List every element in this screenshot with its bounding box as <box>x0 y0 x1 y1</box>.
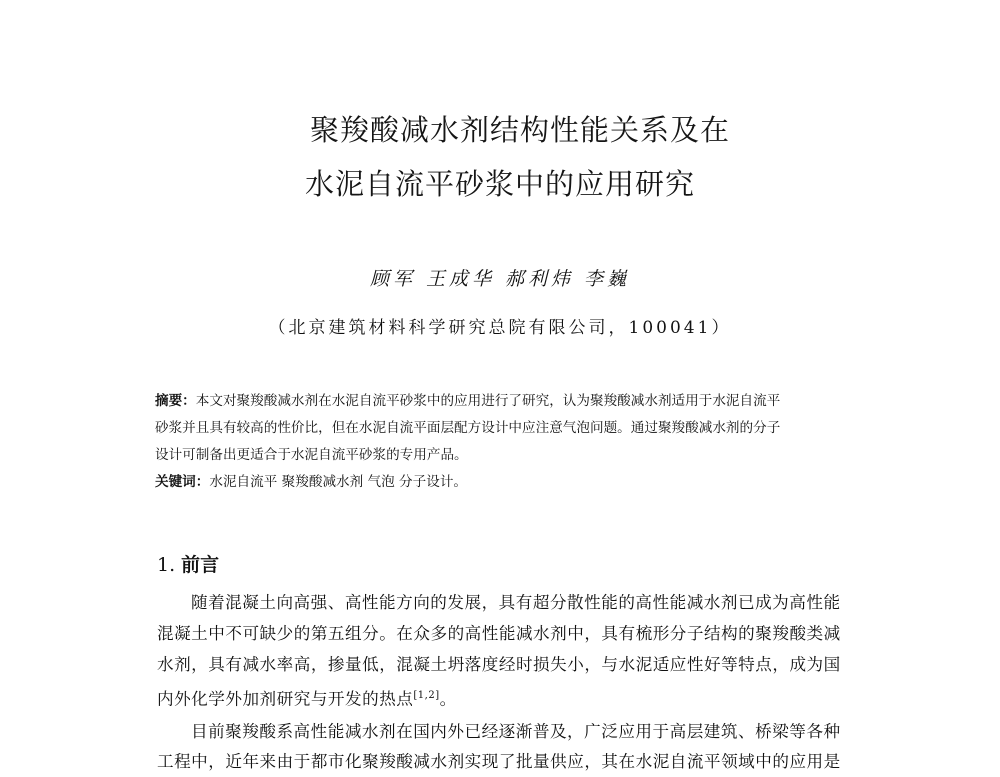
citation: [1,2] <box>413 690 440 701</box>
abstract-line-3: 设计可制备出更适合于水泥自流平砂浆的专用产品。 <box>155 447 468 463</box>
keywords-line <box>155 469 855 496</box>
paragraph1-line-2: 混凝土中不可缺少的第五组分。在众多的高性能减水剂中，具有梳形分子结构的聚羧酸类减 <box>157 624 841 643</box>
affiliation: （北京建筑材料科学研究总院有限公司，100041） <box>268 318 732 338</box>
paper-title-line-1: 聚羧酸减水剂结构性能关系及在 <box>309 113 730 147</box>
keywords-text: 水泥自流平 聚羧酸减水剂 气泡 分子设计。 <box>209 474 468 490</box>
abstract-line-2: 砂浆并且具有较高的性价比，但在水泥自流平面层配方设计中应注意气泡问题。通过聚羧酸减水剂的分子 <box>155 420 781 436</box>
section-heading <box>157 550 219 577</box>
section-number: 1. <box>157 554 182 576</box>
keywords-label: 关键词： <box>155 474 210 490</box>
abstract-label: 摘要： <box>155 393 196 409</box>
paragraph2-line-2: 工程中，近年来由于都市化聚羧酸减水剂实现了批量供应，其在水泥自流平领域中的应用是 <box>157 752 841 771</box>
paragraph1-end: 。 <box>439 689 457 709</box>
paragraph1-line-1: 随着混凝土向高强、高性能方向的发展，具有超分散性能的高性能减水剂已成为高性能 <box>191 593 841 612</box>
authors: 顾军 王成华 郝利炜 李巍 <box>369 268 631 290</box>
section-title: 前言 <box>181 554 220 576</box>
abstract-text-1: 本文对聚羧酸减水剂在水泥自流平砂浆中的应用进行了研究，认为聚羧酸减水剂适用于水泥自流平 <box>195 393 781 409</box>
paragraph1-line-4 <box>157 680 853 715</box>
paragraph1-line-3: 水剂，具有减水率高，掺量低，混凝土坍落度经时损失小，与水泥适应性好等特点，成为国 <box>157 655 841 674</box>
paragraph1-text-4: 内外化学外加剂研究与开发的热点 <box>157 689 414 709</box>
paragraph2-line-1: 目前聚羧酸系高性能减水剂在国内外已经逐渐普及，广泛应用于高层建筑、桥梁等各种 <box>191 722 841 741</box>
paper-title-line-2: 水泥自流平砂浆中的应用研究 <box>305 167 696 201</box>
abstract-line-1 <box>155 388 855 415</box>
